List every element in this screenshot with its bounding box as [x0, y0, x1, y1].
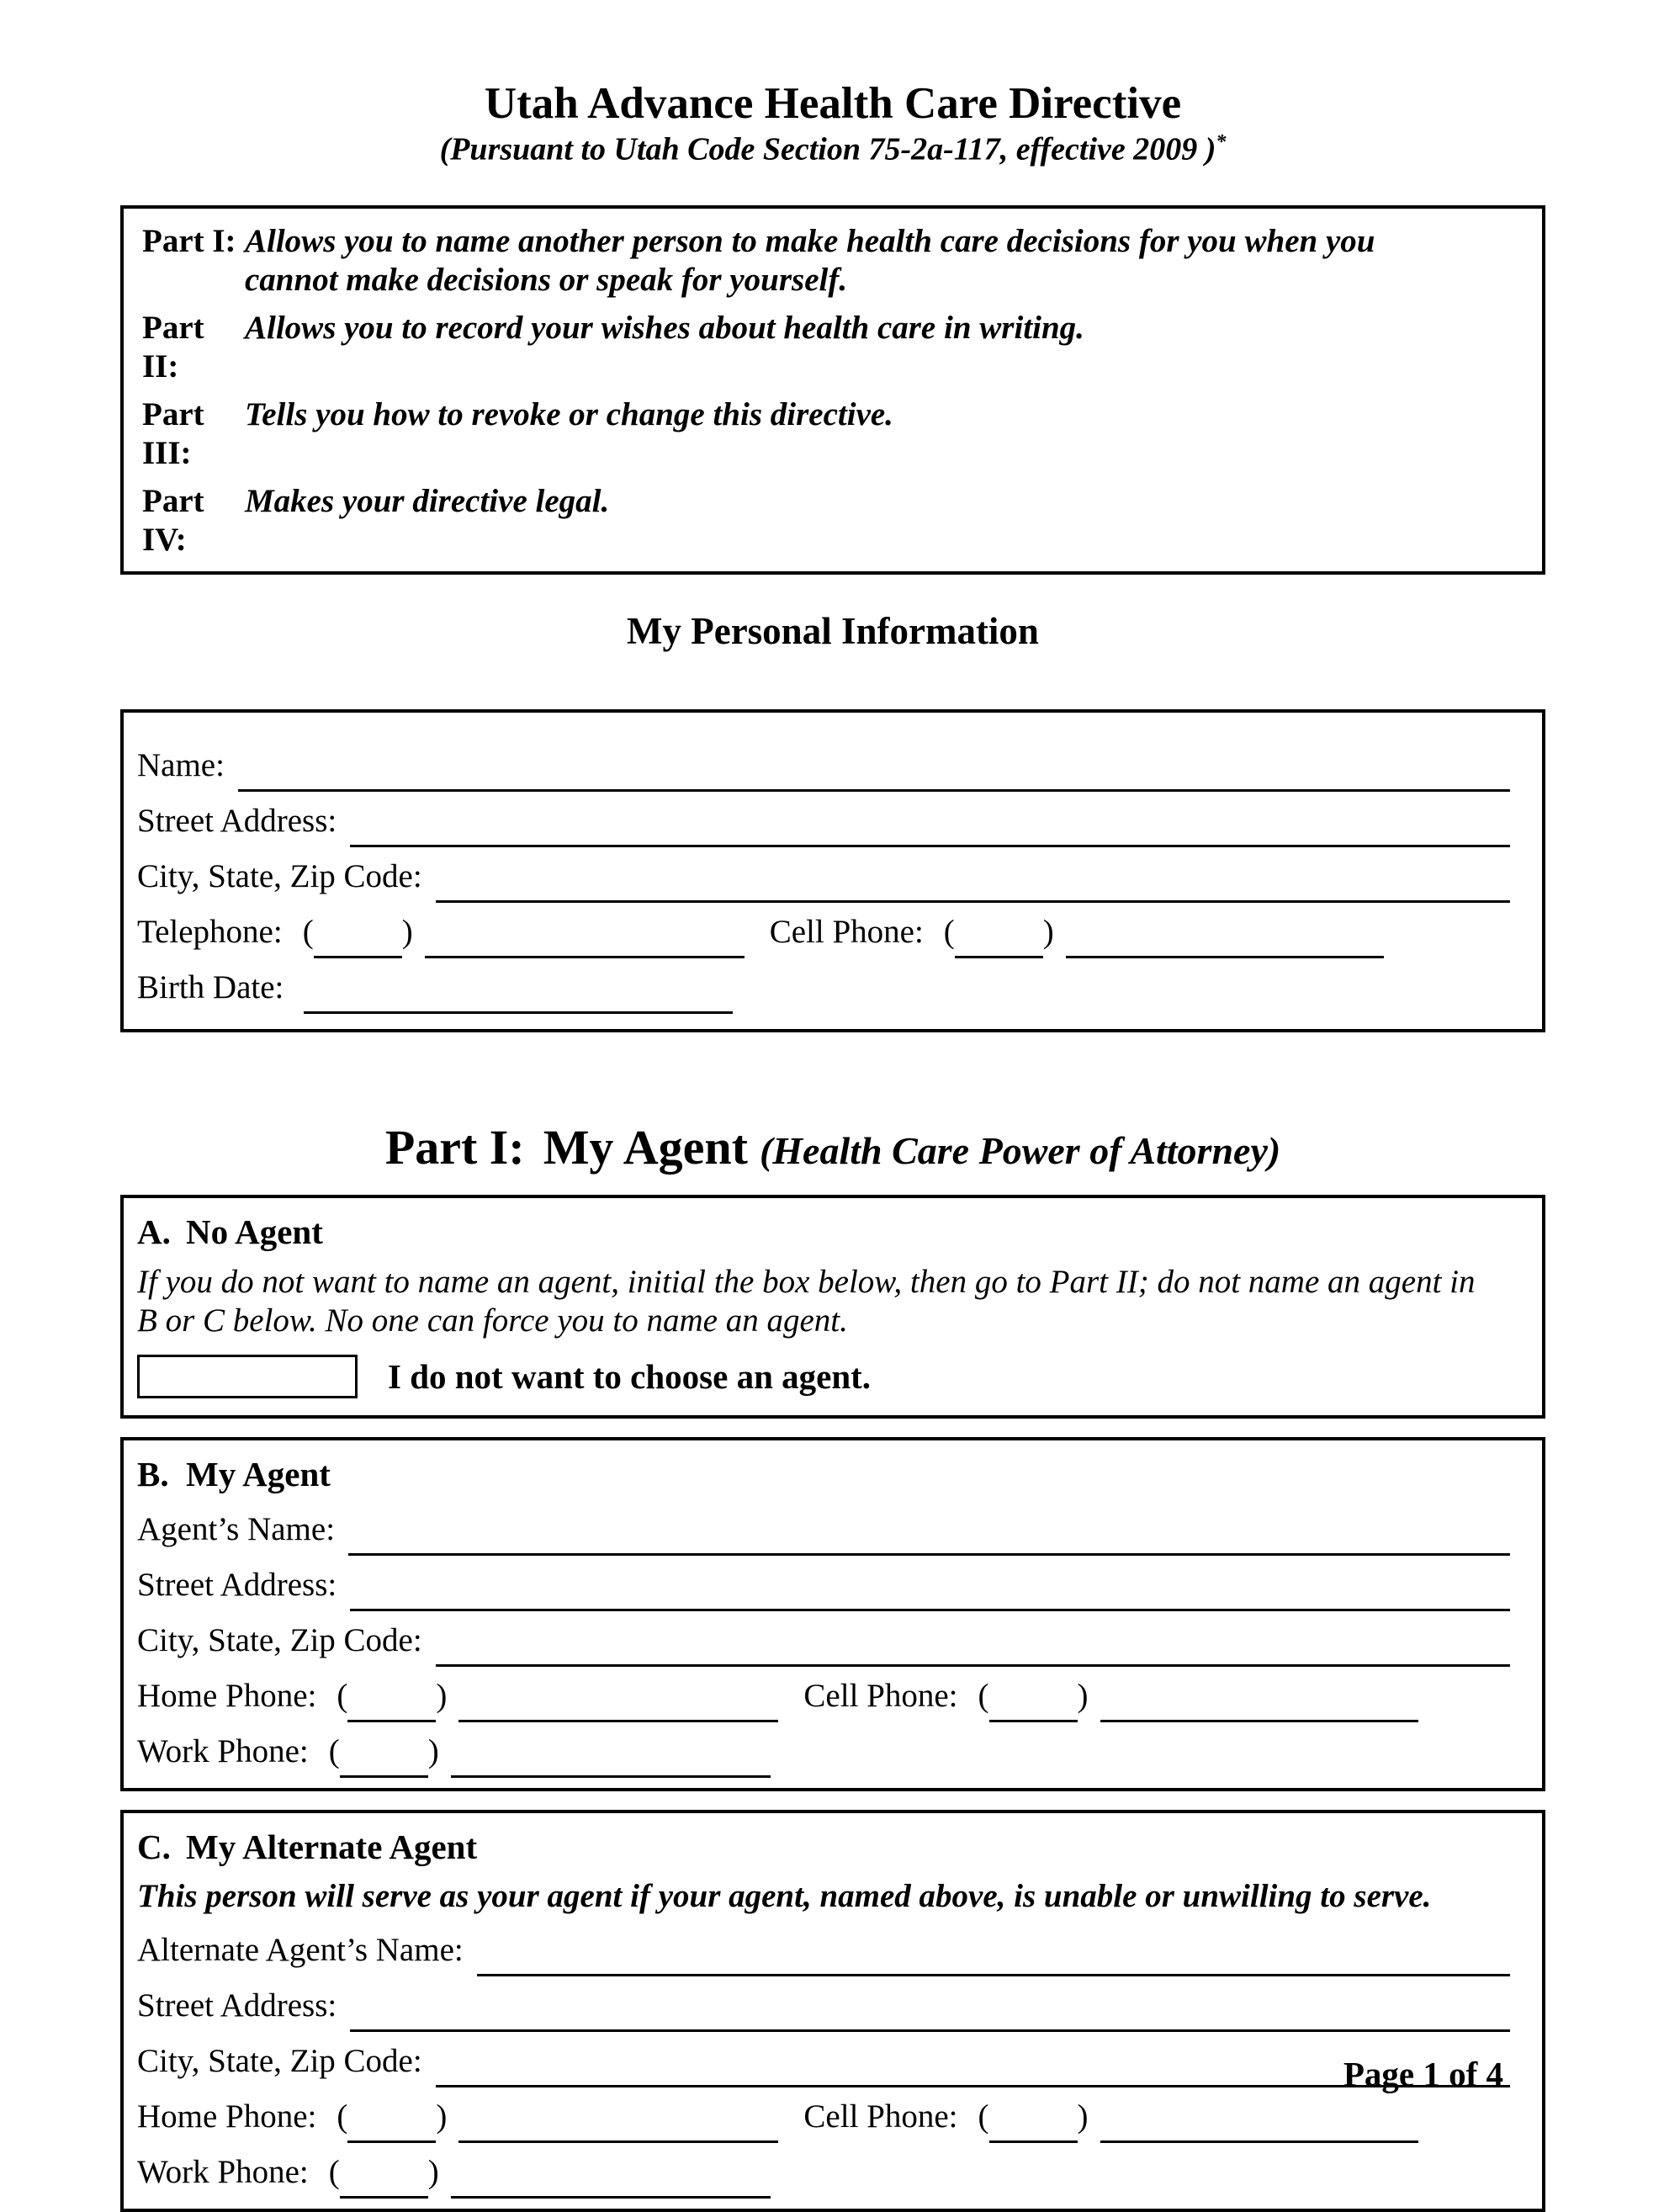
agent-work-area-blank[interactable]	[340, 1739, 428, 1778]
paren-open: (	[943, 913, 955, 950]
alternate-agent-section	[120, 1810, 1545, 2212]
no-agent-initial-row	[137, 1355, 1525, 1398]
personal-street-row	[137, 802, 1525, 841]
personal-info-heading: My Personal Information	[627, 610, 1039, 653]
paren-close: )	[1042, 913, 1054, 950]
paren-close: )	[436, 2098, 448, 2135]
alternate-street-label: Street Address:	[137, 1987, 337, 2024]
personal-birthdate-row	[137, 968, 1525, 1007]
agent-work-phone-label: Work Phone:	[137, 1733, 309, 1770]
part-1-label: Part I:	[142, 222, 236, 259]
personal-cell-label: Cell Phone:	[769, 913, 924, 950]
agent-home-number-blank[interactable]	[458, 1684, 778, 1722]
part-1-item	[142, 222, 1522, 300]
part-3-item	[142, 395, 1522, 473]
agent-work-row	[137, 1732, 1525, 1771]
agent-name-row	[137, 1510, 1525, 1549]
alternate-name-blank[interactable]	[477, 1938, 1510, 1976]
agent-street-row	[137, 1566, 1525, 1605]
agent-city-label: City, State, Zip Code:	[137, 1622, 422, 1659]
no-agent-heading	[137, 1212, 1525, 1253]
personal-name-row	[137, 746, 1525, 785]
alternate-work-number-blank[interactable]	[451, 2160, 771, 2199]
paren-open: (	[328, 1733, 340, 1770]
no-agent-heading-title: No Agent	[186, 1212, 323, 1251]
paren-close: )	[436, 1678, 448, 1715]
my-agent-heading-title: My Agent	[186, 1455, 331, 1494]
part-4-label: Part IV:	[142, 483, 204, 559]
alternate-street-blank[interactable]	[350, 1993, 1510, 2032]
agent-home-area-blank[interactable]	[347, 1684, 436, 1722]
part-2-label: Part II:	[142, 309, 204, 385]
page-title: Utah Advance Health Care Directive	[484, 79, 1182, 128]
personal-city-row	[137, 857, 1525, 896]
alternate-home-number-blank[interactable]	[458, 2104, 778, 2143]
agent-phone-row	[137, 1677, 1525, 1716]
agent-city-blank[interactable]	[436, 1628, 1510, 1667]
agent-name-label: Agent’s Name:	[137, 1511, 336, 1548]
paren-close: )	[427, 1733, 439, 1770]
paren-open: (	[337, 2098, 348, 2135]
personal-telephone-number-blank[interactable]	[425, 920, 745, 958]
part1-heading-name: My Agent	[543, 1119, 748, 1175]
agent-street-blank[interactable]	[350, 1573, 1510, 1611]
paren-open: (	[337, 1678, 348, 1715]
agent-name-blank[interactable]	[348, 1517, 1510, 1556]
agent-work-number-blank[interactable]	[451, 1739, 771, 1778]
personal-cell-area-blank[interactable]	[955, 920, 1043, 958]
paren-open: (	[302, 913, 314, 950]
no-agent-heading-letter: A.	[137, 1212, 171, 1251]
alternate-city-row	[137, 2042, 1525, 2081]
alternate-home-area-blank[interactable]	[347, 2104, 436, 2143]
page-number: Page 1 of 4	[1343, 2055, 1503, 2093]
footnote-asterisk: *	[1216, 130, 1227, 153]
personal-telephone-label: Telephone:	[137, 913, 283, 950]
alternate-agent-note: This person will serve as your agent if your agent, named above, is unable or unwilling to serve.	[137, 1877, 1432, 1914]
alternate-name-row	[137, 1931, 1525, 1970]
initials-box[interactable]	[137, 1355, 358, 1398]
my-agent-heading	[137, 1454, 1525, 1495]
alternate-work-phone-label: Work Phone:	[137, 2154, 309, 2191]
alternate-work-area-blank[interactable]	[340, 2160, 428, 2199]
paren-open: (	[978, 1678, 989, 1715]
personal-cell-number-blank[interactable]	[1066, 920, 1384, 958]
alternate-cell-label: Cell Phone:	[803, 2098, 958, 2135]
personal-birthdate-label: Birth Date:	[137, 968, 284, 1005]
part-3-description: Tells you how to revoke or change this directive.	[245, 396, 893, 432]
page-subtitle-text: (Pursuant to Utah Code Section 75-2a-117, effective 2009 )	[439, 131, 1216, 167]
alternate-work-row	[137, 2153, 1525, 2192]
personal-birthdate-blank[interactable]	[304, 975, 733, 1014]
personal-name-blank[interactable]	[238, 753, 1510, 792]
part1-heading-subtitle: (Health Care Power of Attorney)	[759, 1128, 1281, 1172]
paren-close: )	[427, 2154, 439, 2191]
my-agent-heading-letter: B.	[137, 1455, 169, 1494]
part1-heading	[120, 1120, 1545, 1176]
alternate-agent-heading-title: My Alternate Agent	[186, 1827, 478, 1867]
part-3-label: Part III:	[142, 396, 204, 472]
alternate-home-phone-label: Home Phone:	[137, 2098, 317, 2135]
no-agent-instructions: If you do not want to name an agent, initial the box below, then go to Part II; do not name an agent in B or C below. No one can force you to name an agent.	[137, 1263, 1476, 1339]
part-1-description: Allows you to name another person to make health care decisions for you when you cannot make decisions or speak for yourself.	[245, 222, 1375, 298]
personal-name-label: Name:	[137, 746, 225, 783]
alternate-street-row	[137, 1987, 1525, 2025]
paren-close: )	[1077, 2098, 1089, 2135]
my-agent-section	[120, 1437, 1545, 1791]
agent-cell-label: Cell Phone:	[803, 1678, 958, 1715]
paren-open: (	[328, 2154, 340, 2191]
no-agent-optout-label: I do not want to choose an agent.	[388, 1357, 872, 1397]
agent-home-phone-label: Home Phone:	[137, 1678, 317, 1715]
part-2-item	[142, 309, 1522, 386]
personal-city-blank[interactable]	[436, 864, 1510, 903]
alternate-cell-number-blank[interactable]	[1100, 2104, 1418, 2143]
personal-telephone-area-blank[interactable]	[314, 920, 402, 958]
personal-street-label: Street Address:	[137, 802, 337, 839]
personal-city-label: City, State, Zip Code:	[137, 857, 422, 894]
personal-street-blank[interactable]	[350, 809, 1510, 847]
alternate-name-label: Alternate Agent’s Name:	[137, 1932, 464, 1969]
alternate-city-label: City, State, Zip Code:	[137, 2043, 422, 2080]
paren-close: )	[401, 913, 413, 950]
alternate-cell-area-blank[interactable]	[989, 2104, 1078, 2143]
paren-close: )	[1077, 1678, 1089, 1715]
paren-open: (	[978, 2098, 989, 2135]
agent-cell-area-blank[interactable]	[989, 1684, 1078, 1722]
page-subtitle	[120, 131, 1545, 168]
parts-overview-box	[120, 205, 1545, 575]
alternate-agent-heading-letter: C.	[137, 1827, 171, 1867]
agent-city-row	[137, 1621, 1525, 1660]
no-agent-section	[120, 1195, 1545, 1419]
part-4-description: Makes your directive legal.	[245, 483, 610, 520]
part-2-description: Allows you to record your wishes about health care in writing.	[245, 309, 1084, 346]
alternate-agent-heading	[137, 1827, 1525, 1868]
personal-info-box	[120, 709, 1545, 1032]
part-4-item	[142, 482, 1522, 560]
agent-street-label: Street Address:	[137, 1567, 337, 1604]
part1-heading-label: Part I:	[384, 1119, 525, 1175]
agent-cell-number-blank[interactable]	[1100, 1684, 1418, 1722]
personal-phone-row	[137, 913, 1525, 952]
alternate-phone-row	[137, 2098, 1525, 2136]
